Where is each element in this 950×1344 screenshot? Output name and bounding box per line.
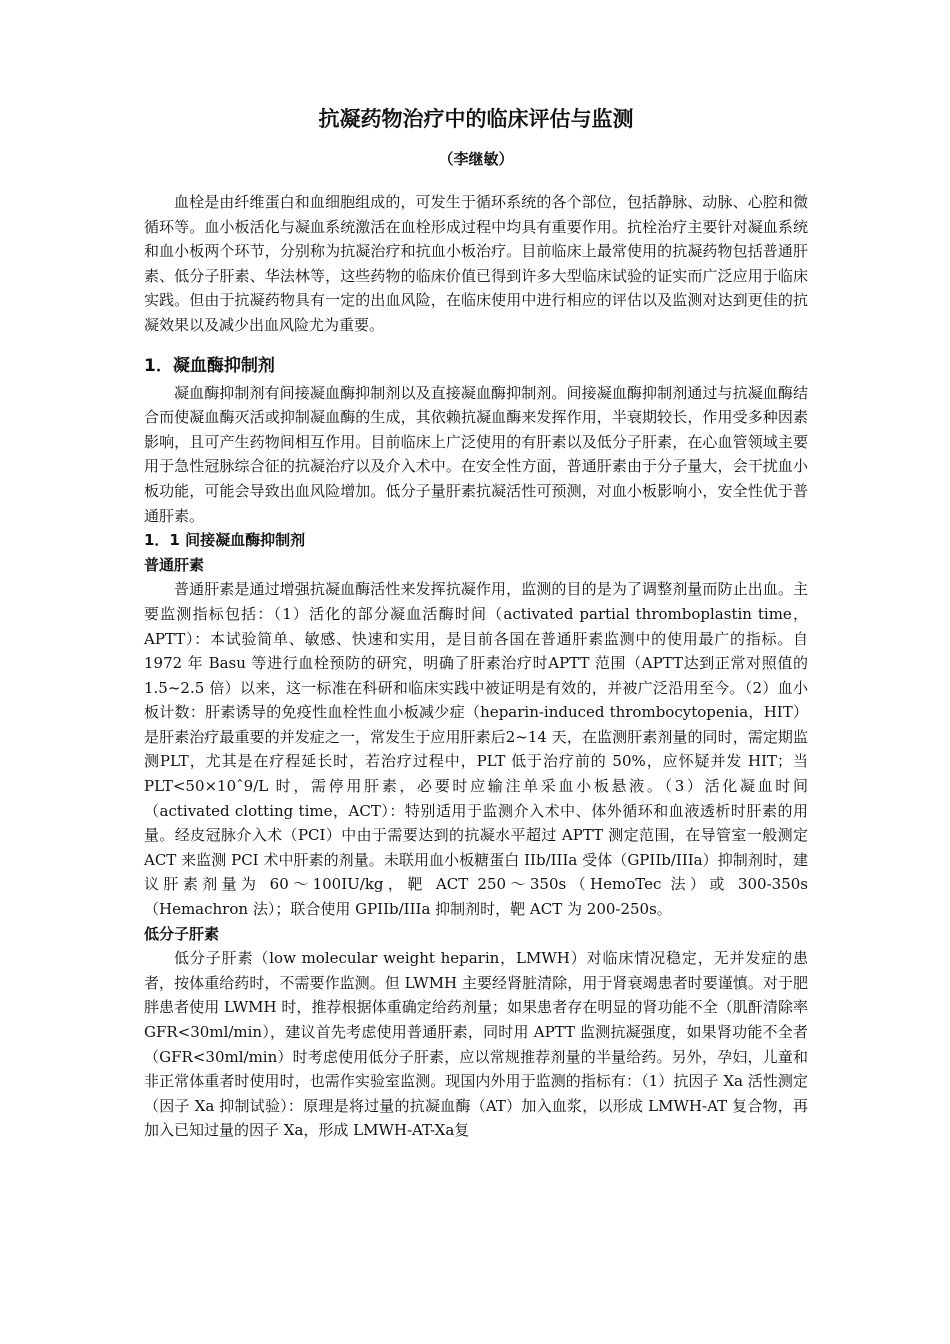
heparin-paragraph: 普通肝素是通过增强抗凝血酶活性来发挥抗凝作用，监测的目的是为了调整剂量而防止出血。主要监测指标包括：（1）活化的部分凝血活酶时间（activated partial thromboplastin time，APTT）：本试验简单、敏感、快速和实用，是目前各国在普通肝素监测中的使用最广的指标。自 1972 年 Basu 等进行血栓预防的研究，明确了肝素治疗时APTT 范围（APTT达到正常对照值的 1.5~2.5 倍）以来，这一标准在科研和临床实践中被证明是有效的，并被广泛沿用至今。（2）血小板计数：肝素诱导的免疫性血栓性血小板减少症（heparin-induced thrombocytopenia，HIT）是肝素治疗最重要的并发症之一，常发生于应用肝素后2~14 天，在监测肝素剂量的同时，需定期监测PLT，尤其是在疗程延长时，若治疗过程中，PLT 低于治疗前的 50%，应怀疑并发 HIT；当 PLT<50×10ˆ9/L 时，需停用肝素，必要时应输注单采血小板悬液。（3）活化凝血时间（activated clotting time，ACT）：特别适用于监测介入术中、体外循环和血液透析时肝素的用量。经皮冠脉介入术（PCI）中由于需要达到的抗凝水平超过 APTT 测定范围，在导管室一般测定 ACT 来监测 PCI 术中肝素的剂量。未联用血小板糖蛋白 IIb/IIIa 受体（GPIIb/IIIa）抑制剂时，建议肝素剂量为 60～100IU/kg，靶 ACT 250～350s（HemoTec 法）或 300-350s（Hemachron 法）；联合使用 GPIIb/IIIa 抑制剂时，靶 ACT 为 200-250s。 [144,580,808,919]
document-author: （李继敏） [438,150,514,168]
heparin-heading: 普通肝素 [144,555,205,574]
intro-paragraph: 血栓是由纤维蛋白和血细胞组成的，可发生于循环系统的各个部位，包括静脉、动脉、心腔和微循环等。血小板活化与凝血系统激活在血栓形成过程中均具有重要作用。抗栓治疗主要针对凝血系统和血小板两个环节，分别称为抗凝治疗和抗血小板治疗。目前临床上最常使用的抗凝药物包括普通肝素、低分子肝素、华法林等，这些药物的临床价值已得到许多大型临床试验的证实而广泛应用于临床实践。但由于抗凝药物具有一定的出血风险，在临床使用中进行相应的评估以及监测对达到更佳的抗凝效果以及减少出血风险尤为重要。 [144,193,808,334]
document-title: 抗凝药物治疗中的临床评估与监测 [318,107,634,131]
subsection-heading: 1．1 间接凝血酶抑制剂 [144,531,306,550]
section-paragraph: 凝血酶抑制剂有间接凝血酶抑制剂以及直接凝血酶抑制剂。间接凝血酶抑制剂通过与抗凝血酶结合而使凝血酶灭活或抑制凝血酶的生成，其依赖抗凝血酶来发挥作用，半衰期较长，作用受多种因素影响，且可产生药物间相互作用。目前临床上广泛使用的有肝素以及低分子肝素，在心血管领域主要用于急性冠脉综合征的抗凝治疗以及介入术中。在安全性方面，普通肝素由于分子量大，会干扰血小板功能，可能会导致出血风险增加。低分子量肝素抗凝活性可预测，对血小板影响小，安全性优于普通肝素。 [144,383,808,525]
lmwh-heading: 低分子肝素 [144,924,220,943]
document-page [144,104,808,1143]
lmwh-paragraph: 低分子肝素（low molecular weight heparin，LMWH）对临床情况稳定，无并发症的患者，按体重给药时，不需要作监测。但 LWMH 主要经肾脏清除，用于肾衰竭患者时要谨慎。对于肥胖患者使用 LWMH 时，推荐根据体重确定给药剂量；如果患者存在明显的肾功能不全（肌酐清除率 GFR<30ml/min），建议首先考虑使用普通肝素，同时用 APTT 监测抗凝强度，如果肾功能不全者（GFR<30ml/min）时考虑使用低分子肝素，应以常规推荐剂量的半量给药。另外，孕妇，儿童和非正常体重者时使用时，也需作实验室监测。现国内外用于监测的指标有：（1）抗因子 Xa 活性测定（因子 Xa 抑制试验）：原理是将过量的抗凝血酶（AT）加入血浆，以形成 LMWH-AT 复合物，再加入已知过量的因子 Xa，形成 LMWH-AT-Xa复 [144,949,808,1140]
section-heading: 1．凝血酶抑制剂 [144,355,275,376]
